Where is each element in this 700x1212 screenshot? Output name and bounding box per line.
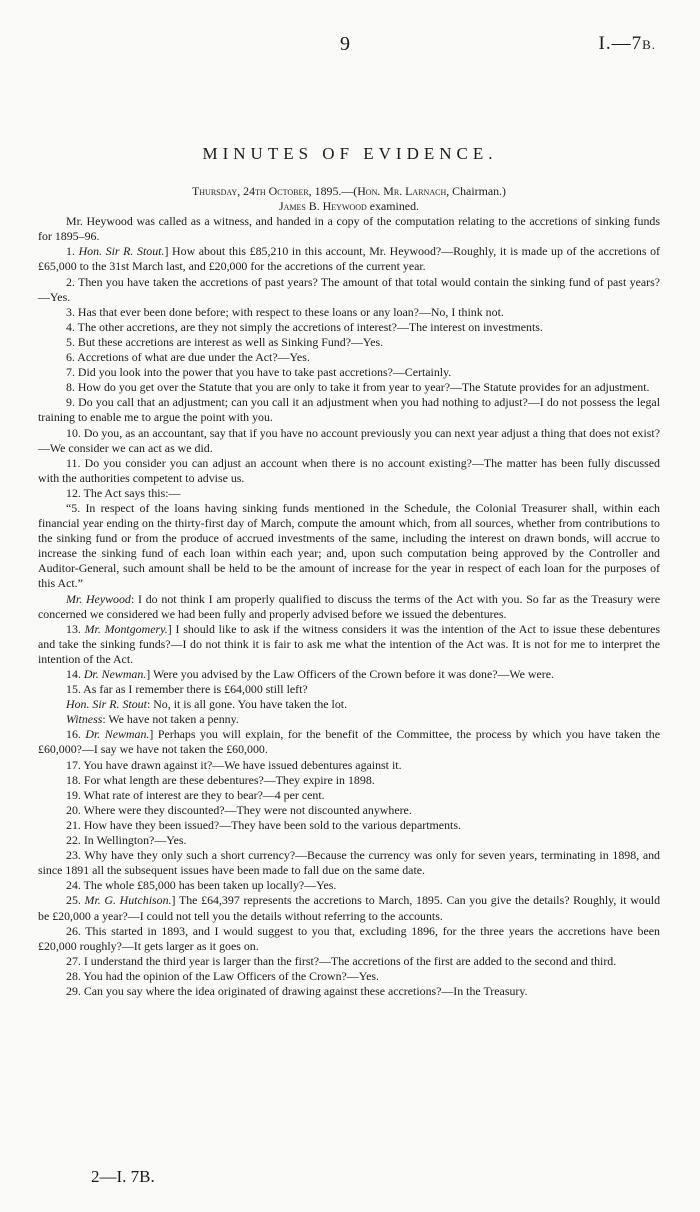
paragraph-text: 24. The whole £85,000 has been taken up locally?—Yes. (66, 878, 337, 893)
speaker-name: Mr. Montgomery. (84, 621, 168, 636)
evidence-paragraph (38, 773, 660, 788)
paragraph-text: 20. Where were they discounted?—They were not discounted anywhere. (66, 802, 412, 817)
speaker-separator: : (102, 712, 109, 727)
paragraph-text: How about this £85,210 in this account, Mr. Heywood?—Roughly, it is made up of the accretions of £65,000 to the 31st March last, and £20,000 for the accretions of the current year. (38, 244, 660, 274)
paragraph-text: 19. What rate of interest are they to bear?—4 per cent. (66, 787, 325, 802)
witness-name: James B. Heywood (278, 199, 367, 214)
witness-suffix: examined. (366, 199, 419, 214)
paragraph-text: 17. You have drawn against it?—We have issued debentures against it. (66, 757, 402, 772)
evidence-paragraph (38, 622, 660, 667)
paragraph-text: 11. Do you consider you can adjust an account when there is no account existing?—The matter has been fully discussed with the authorities competent to advise us. (38, 455, 660, 485)
paragraph-text: 3. Has that ever been done before; with respect to these loans or any loan?—No, I think not. (66, 304, 504, 319)
paragraph-text: 23. Why have they only such a short currency?—Because the currency was only for seven years, terminating in 1898, and since 1891 all the subsequent issues have been made to fall due on the same date. (38, 848, 660, 878)
speaker-name: Mr. G. Hutchison. (84, 893, 172, 908)
paragraph-text: 4. The other accretions, are they not simply the accretions of interest?—The interest on investments. (66, 319, 543, 334)
evidence-paragraph (38, 214, 660, 244)
paragraph-text: I should like to ask if the witness considers it was the intention of the Act to issue these debentures and take the sinking funds?—I do not think it is fair to ask me what the intention of the Act was. It is not for me to interpret the intention of the Act. (38, 621, 661, 666)
speaker-separator: : (130, 591, 138, 606)
evidence-paragraph (38, 350, 660, 365)
evidence-paragraph (38, 501, 660, 592)
paragraph-text: 28. You had the opinion of the Law Officers of the Crown?—Yes. (66, 968, 379, 983)
evidence-paragraph (38, 426, 660, 456)
evidence-paragraph (38, 320, 660, 335)
evidence-paragraph (38, 244, 660, 274)
paragraph-text: No, it is all gone. You have taken the lot. (153, 697, 348, 712)
evidence-paragraph (38, 275, 660, 305)
paragraph-text: I do not think I am properly qualified to discuss the terms of the Act with you. So far as the Treasury were concerned we considered we had been fully and properly advised before we issued the debentures. (38, 591, 661, 621)
paragraph-text: We have not taken a penny. (108, 712, 239, 727)
speaker-name: Dr. Newman. (83, 667, 147, 681)
speaker-separator: ] (164, 244, 173, 259)
evidence-paragraph (38, 969, 660, 984)
speaker-separator: ] (149, 727, 158, 742)
paper-reference (599, 33, 657, 55)
evidence-paragraph (38, 848, 660, 878)
evidence-paragraph (38, 380, 660, 395)
speaker-name: Dr. Newman. (85, 727, 150, 742)
paragraph-text: 6. Accretions of what are due under the Act?—Yes. (66, 350, 310, 365)
page-title: MINUTES OF EVIDENCE. (202, 144, 498, 163)
evidence-paragraph (38, 758, 660, 773)
evidence-paragraph (38, 667, 660, 682)
evidence-paragraph (38, 954, 660, 969)
evidence-paragraph (38, 486, 660, 501)
paragraph-text: 22. In Wellington?—Yes. (66, 833, 187, 848)
paragraph-text: 8. How do you get over the Statute that you are only to take it from year to year?—The Statute provides for an adjustment. (66, 380, 650, 395)
paragraph-text: 7. Did you look into the power that you have to take past accretions?—Certainly. (66, 365, 452, 380)
paper-reference-main: I.—7 (598, 33, 643, 54)
speaker-name: Hon. Sir R. Stout (66, 697, 147, 712)
evidence-paragraph (38, 803, 660, 818)
speaker-name: Hon. Sir R. Stout. (78, 244, 165, 259)
evidence-paragraph (38, 984, 660, 999)
question-number: 25. (66, 893, 85, 908)
paragraph-text: 26. This started in 1893, and I would suggest to you that, excluding 1896, for the three years the accretions have been £20,000 roughly?—It gets larger as it goes on. (38, 923, 660, 953)
evidence-paragraph (38, 727, 660, 757)
speaker-separator: ] (171, 893, 179, 908)
evidence-paragraph (38, 712, 660, 727)
paragraph-text: 9. Do you call that an adjustment; can you call it an adjustment when you had nothing to adjust?—I do not possess the legal training to enable me to argue the point with you. (38, 395, 660, 425)
evidence-paragraph (38, 924, 660, 954)
witness-line (38, 199, 660, 214)
evidence-paragraphs (38, 214, 660, 999)
speaker-separator: ] (167, 621, 176, 636)
evidence-paragraph (38, 697, 660, 712)
paragraph-text: 18. For what length are these debentures?—They expire in 1898. (66, 772, 375, 787)
session-line (38, 184, 660, 199)
paragraph-text: 5. But these accretions are interest as well as Sinking Fund?—Yes. (66, 334, 384, 349)
paragraph-text: Were you advised by the Law Officers of the Crown before it was done?—We were. (153, 667, 555, 681)
minutes-body (38, 184, 660, 999)
paragraph-text: 29. Can you say where the idea originated of drawing against these accretions?—In the Treasury. (66, 983, 528, 998)
chair-name: Larnach (405, 184, 447, 198)
evidence-paragraph (38, 456, 660, 486)
evidence-paragraph (38, 833, 660, 848)
chair-role: , Chairman.) (446, 184, 506, 198)
session-date: Thursday, 24th October, 1895.—(Hon. Mr. (192, 184, 406, 198)
evidence-paragraph (38, 365, 660, 380)
paragraph-text: 21. How have they been issued?—They have been sold to the various departments. (66, 817, 461, 832)
paragraph-text: Mr. Heywood was called as a witness, and handed in a copy of the computation relating to the accretions of sinking funds for 1895–96. (38, 214, 660, 244)
evidence-paragraph (38, 305, 660, 320)
evidence-paragraph (38, 878, 660, 893)
question-number: 13. (66, 621, 85, 636)
question-number: 16. (66, 727, 86, 742)
evidence-paragraph (38, 893, 660, 923)
evidence-paragraph (38, 788, 660, 803)
evidence-paragraph (38, 818, 660, 833)
evidence-paragraph (38, 395, 660, 425)
evidence-paragraph (38, 592, 660, 622)
speaker-name: Witness (66, 712, 103, 727)
speaker-separator: : (146, 697, 154, 712)
paragraph-text: Perhaps you will explain, for the benefit of the Committee, the process by which you have taken the £60,000?—I say we have not taken the £60,000. (38, 727, 660, 757)
paragraph-text: “5. In respect of the loans having sinking funds mentioned in the Schedule, the Colonial Treasurer shall, within each financial year ending on the thirty-first day of March, compute the amount which, from all sources, whether from contributions to the sinking fund or from the produce of accrued investments of the same, including the interest on drawn bonds, will accrue to increase the sinking fund of each loan within each year; and, upon such computation being approved by the Controller and Auditor-General, such amount shall be held to be the amount of increase for the year in respect of each loan for the purposes of this Act.” (38, 500, 660, 591)
question-number: 14. (66, 667, 84, 681)
paper-reference-suffix: B. (642, 37, 656, 52)
speaker-separator: ] (146, 667, 153, 681)
page-signature: 2—I. 7B. (91, 1167, 155, 1186)
paragraph-text: 15. As far as I remember there is £64,000 still left? (66, 682, 308, 697)
speaker-name: Mr. Heywood (66, 591, 131, 606)
question-number: 1. (66, 244, 79, 259)
paragraph-text: The £64,397 represents the accretions to March, 1895. Can you give the details? Roughly, it would be £20,000 a year?—I could not tell you the details without referring to the accounts. (38, 893, 661, 923)
page-number: 9 (340, 33, 350, 55)
paragraph-text: 27. I understand the third year is larger than the first?—The accretions of the first are added to the second and third. (66, 953, 617, 968)
paragraph-text: 10. Do you, as an accountant, say that if you have no account previously you can next year adjust a thing that does not exist?—We consider we can act as we did. (38, 425, 660, 455)
paragraph-text: 2. Then you have taken the accretions of past years? The amount of that total would contain the sinking fund of past years?—Yes. (38, 274, 660, 304)
evidence-paragraph (38, 682, 660, 697)
paragraph-text: 12. The Act says this:— (66, 485, 181, 500)
evidence-paragraph (38, 335, 660, 350)
